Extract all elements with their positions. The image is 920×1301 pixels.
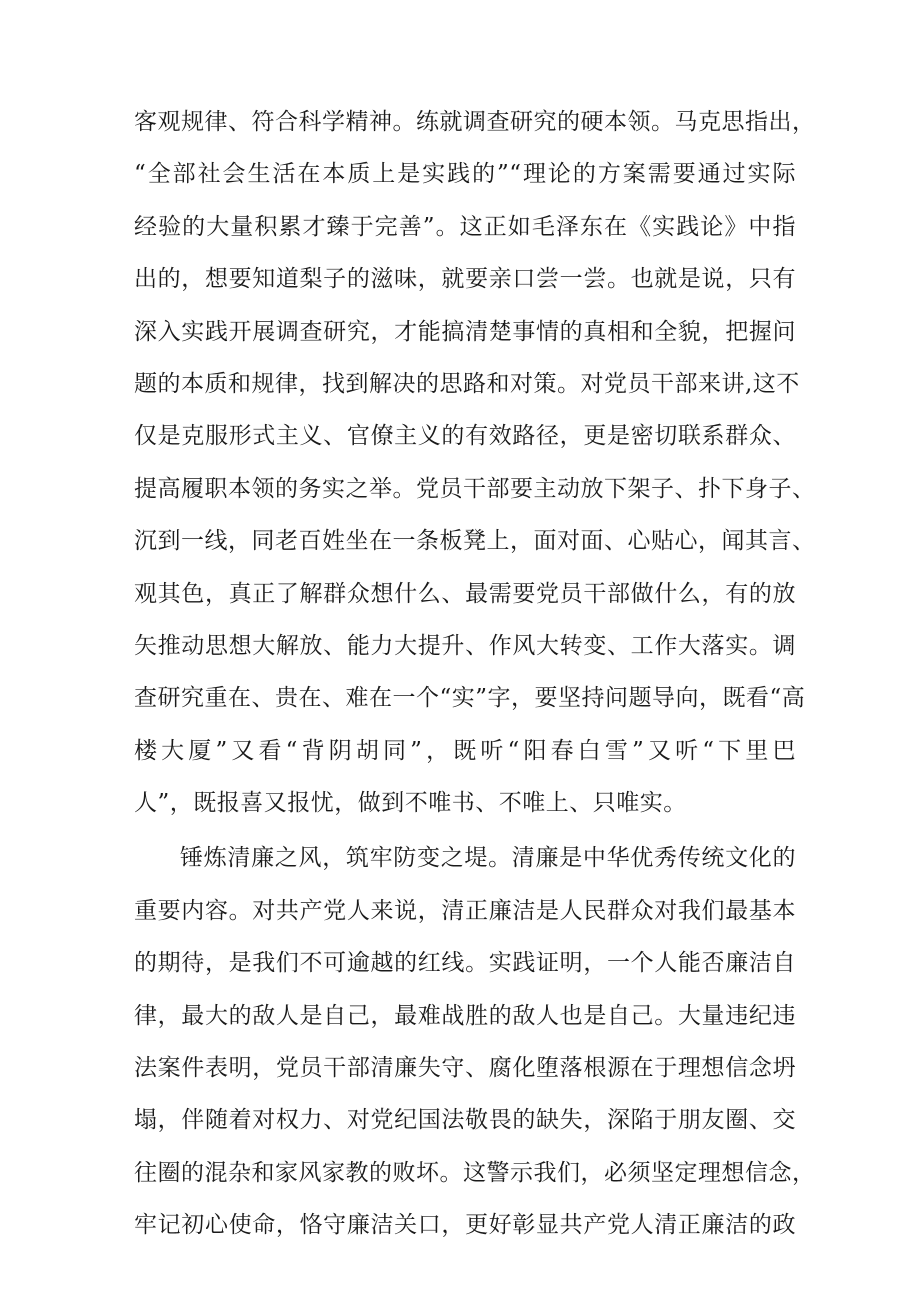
text-line: 客观规律、符合科学精神。练就调查研究的硬本领。马克思指出， (134, 109, 816, 135)
paragraph-1 (134, 96, 816, 829)
text-line: 重要内容。对共产党人来说，清正廉洁是人民群众对我们最基本 (134, 897, 796, 924)
text-line: 的期待，是我们不可逾越的红线。实践证明，一个人能否廉洁自 (134, 950, 796, 977)
text-line: 锤炼清廉之风，筑牢防变之堤。清廉是中华优秀传统文化的 (180, 845, 796, 872)
text-line: 观其色，真正了解群众想什么、最需要党员干部做什么，有的放 (134, 580, 796, 607)
text-line: 经验的大量积累才臻于完善”。这正如毛泽东在《实践论》中指 (134, 213, 796, 240)
text-line: 律，最大的敌人是自己，最难战胜的敌人也是自己。大量违纪违 (134, 1002, 796, 1029)
text-line: 人”，既报喜又报忧，做到不唯书、不唯上、只唯实。 (134, 790, 687, 817)
text-line: 题的本质和规律，找到解决的思路和对策。对党员干部来讲,这不 (134, 370, 800, 397)
text-line: 查研究重在、贵在、难在一个“实”字，要坚持问题导向，既看“高 (134, 685, 806, 712)
paragraph-2 (134, 832, 816, 1251)
text-line: 深入实践开展调查研究，才能搞清楚事情的真相和全貌，把握问 (134, 318, 796, 345)
text-line: “全部社会生活在本质上是实践的”“理论的方案需要通过实际 (134, 161, 796, 188)
text-line: 楼大厦”又看“背阴胡同”，既听“阳春白雪”又听“下里巴 (134, 737, 796, 764)
text-line: 沉到一线，同老百姓坐在一条板凳上，面对面、心贴心，闻其言、 (134, 528, 816, 555)
text-line: 出的，想要知道梨子的滋味，就要亲口尝一尝。也就是说，只有 (134, 266, 796, 293)
text-line: 法案件表明，党员干部清廉失守、腐化堕落根源在于理想信念坍 (134, 1055, 796, 1082)
text-line: 牢记初心使命，恪守廉洁关口，更好彰显共产党人清正廉洁的政 (134, 1212, 796, 1239)
text-line: 仅是克服形式主义、官僚主义的有效路径，更是密切联系群众、 (134, 423, 796, 450)
document-body (134, 96, 816, 1252)
text-line: 塌，伴随着对权力、对党纪国法敬畏的缺失，深陷于朋友圈、交 (134, 1107, 796, 1134)
text-line: 提高履职本领的务实之举。党员干部要主动放下架子、扑下身子、 (134, 475, 816, 502)
text-line: 矢推动思想大解放、能力大提升、作风大转变、工作大落实。调 (134, 632, 796, 659)
text-line: 往圈的混杂和家风家教的败坏。这警示我们，必须坚定理想信念， (134, 1159, 816, 1186)
